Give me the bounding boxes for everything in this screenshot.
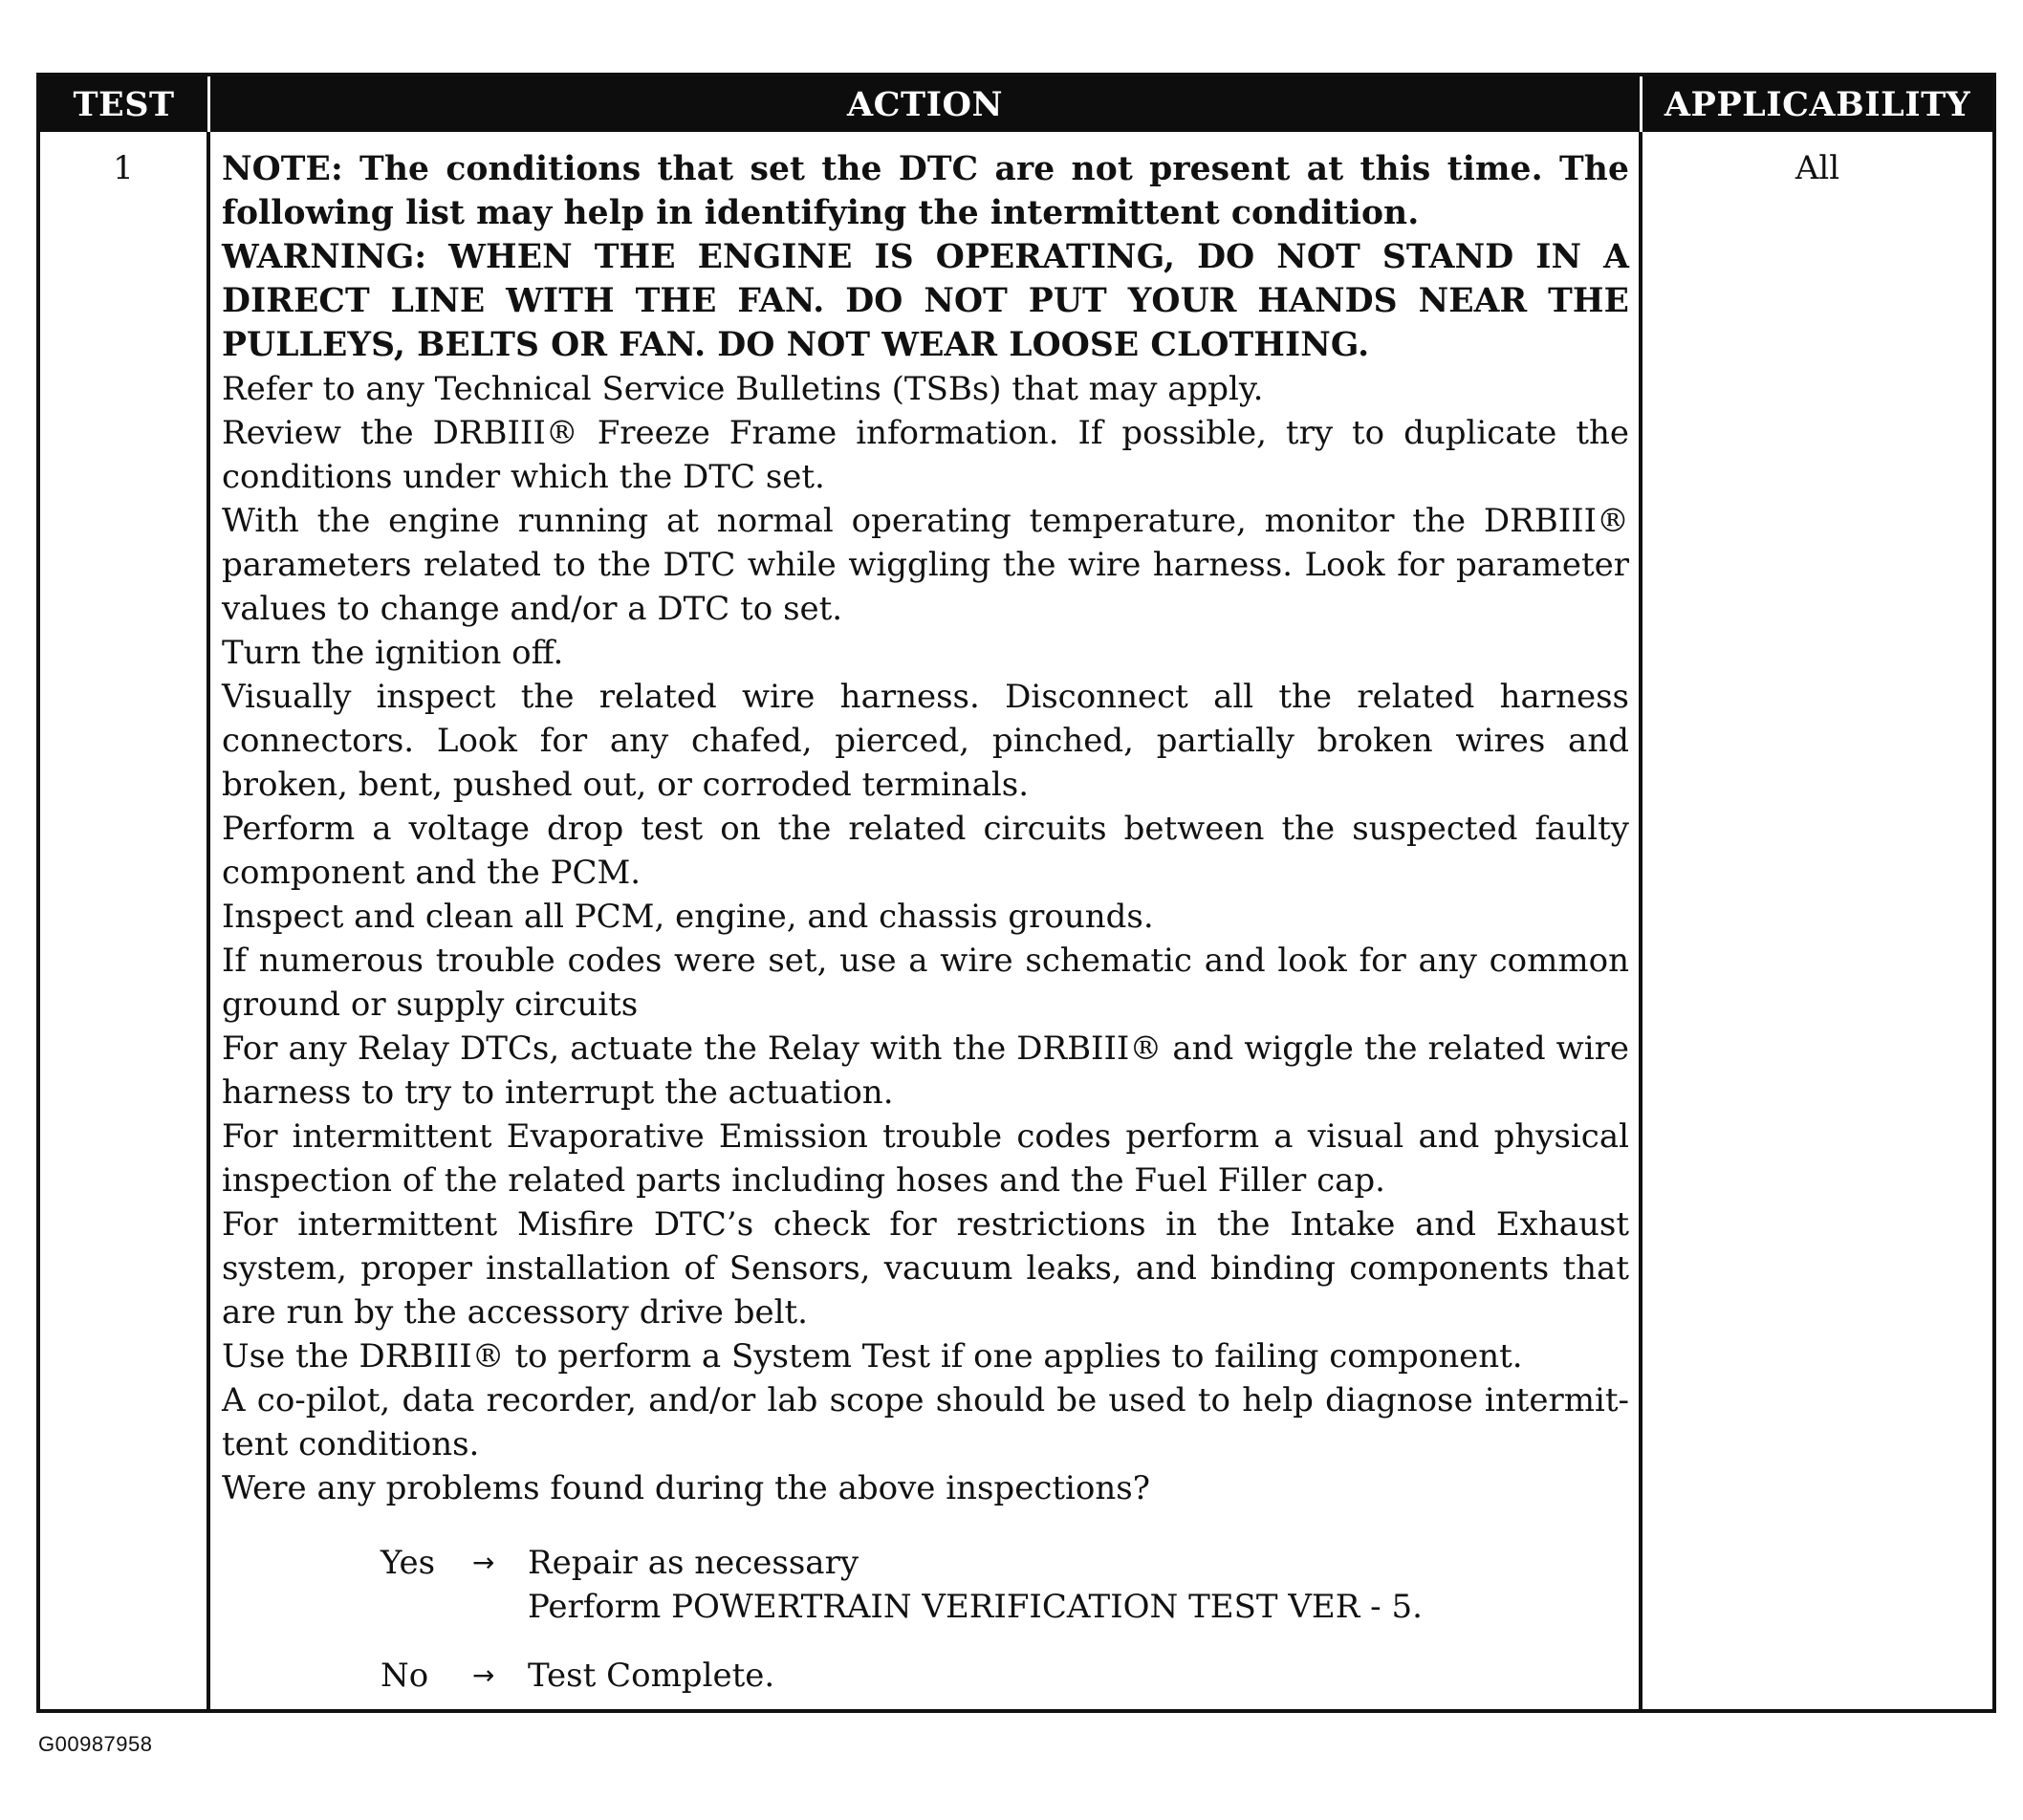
- question-text: Were any problems found during the above inspections?: [222, 1469, 1150, 1507]
- header-test: TEST: [40, 76, 210, 132]
- step-text: For intermittent Evaporative Emission trouble codes perform a visual and physical inspection of the related parts including hoses and the Fuel Filler cap.: [222, 1117, 1629, 1200]
- arrow-right-icon: →: [472, 1659, 495, 1691]
- step-text: Visually inspect the related wire harness. Disconnect all the related harness connectors. Look for any chafed, pierced, pinched, partially broken wires and broken, bent, pushed out, or corroded terminals.: [222, 678, 1629, 804]
- arrow-right-icon: →: [472, 1547, 495, 1578]
- action-cell: [210, 132, 1642, 1709]
- header-action: ACTION: [210, 76, 1642, 132]
- step-text: For any Relay DTCs, actuate the Relay with the DRBIII® and wiggle the related wire harness to try to interrupt the actuation.: [222, 1029, 1629, 1112]
- outcome-no-line1: Test Complete.: [528, 1657, 775, 1695]
- outcome-no-label: No: [381, 1657, 429, 1695]
- step-text: Use the DRBIII® to perform a System Test if one applies to failing component.: [222, 1337, 1523, 1376]
- step-text: Turn the ignition off.: [222, 634, 564, 672]
- step-text: With the engine running at normal operating temperature, monitor the DRBIII® parameters related to the DTC while wiggling the wire harness. Look for parameter values to change and/or a DTC to set.: [222, 502, 1629, 628]
- note-text: NOTE: The conditions that set the DTC are not present at this time. The following list may help in identifying the intermittent condition.: [222, 150, 1629, 232]
- outcome-yes-line1: Repair as necessary: [528, 1544, 859, 1582]
- step-text: Refer to any Technical Service Bulletins (TSBs) that may apply.: [222, 370, 1264, 408]
- step-text: A co-pilot, data recorder, and/or lab scope should be used to help diagnose intermit-tent conditions.: [222, 1381, 1629, 1463]
- outcome-yes-line2: Perform POWERTRAIN VERIFICATION TEST VER - 5.: [528, 1588, 1423, 1626]
- test-number: 1: [113, 149, 134, 187]
- warning-text: WARNING: WHEN THE ENGINE IS OPERATING, DO NOT STAND IN A DIRECT LINE WITH THE FAN. DO NOT PUT YOUR HANDS NEAR THE PULLEYS, BELTS OR FAN. DO NOT WEAR LOOSE CLOTHING.: [222, 238, 1629, 364]
- outcome-no-result: [528, 1654, 1629, 1698]
- diagnostic-test-table: [36, 73, 1996, 1713]
- outcome-yes: [381, 1541, 1629, 1629]
- header-applicability: APPLICABILITY: [1642, 76, 1992, 132]
- applicability-value: All: [1795, 149, 1840, 187]
- document-id: G00987958: [38, 1732, 153, 1756]
- outcome-yes-label: Yes: [381, 1544, 436, 1582]
- outcome-yes-result: [528, 1541, 1629, 1629]
- outcomes: [222, 1541, 1629, 1698]
- step-text: For intermittent Misfire DTC’s check for restrictions in the Intake and Exhaust system, proper installation of Sensors, vacuum leaks, and binding components that are run by the accessory drive belt.: [222, 1205, 1629, 1332]
- step-text: If numerous trouble codes were set, use a wire schematic and look for any common ground or supply circuits: [222, 942, 1629, 1024]
- step-text: Inspect and clean all PCM, engine, and chassis grounds.: [222, 898, 1154, 936]
- step-text: Perform a voltage drop test on the related circuits between the suspected faulty component and the PCM.: [222, 810, 1629, 892]
- step-text: Review the DRBIII® Freeze Frame information. If possible, try to duplicate the conditions under which the DTC set.: [222, 414, 1629, 496]
- test-number-cell: [40, 132, 210, 1709]
- applicability-cell: [1642, 132, 1992, 1709]
- outcome-no: [381, 1654, 1629, 1698]
